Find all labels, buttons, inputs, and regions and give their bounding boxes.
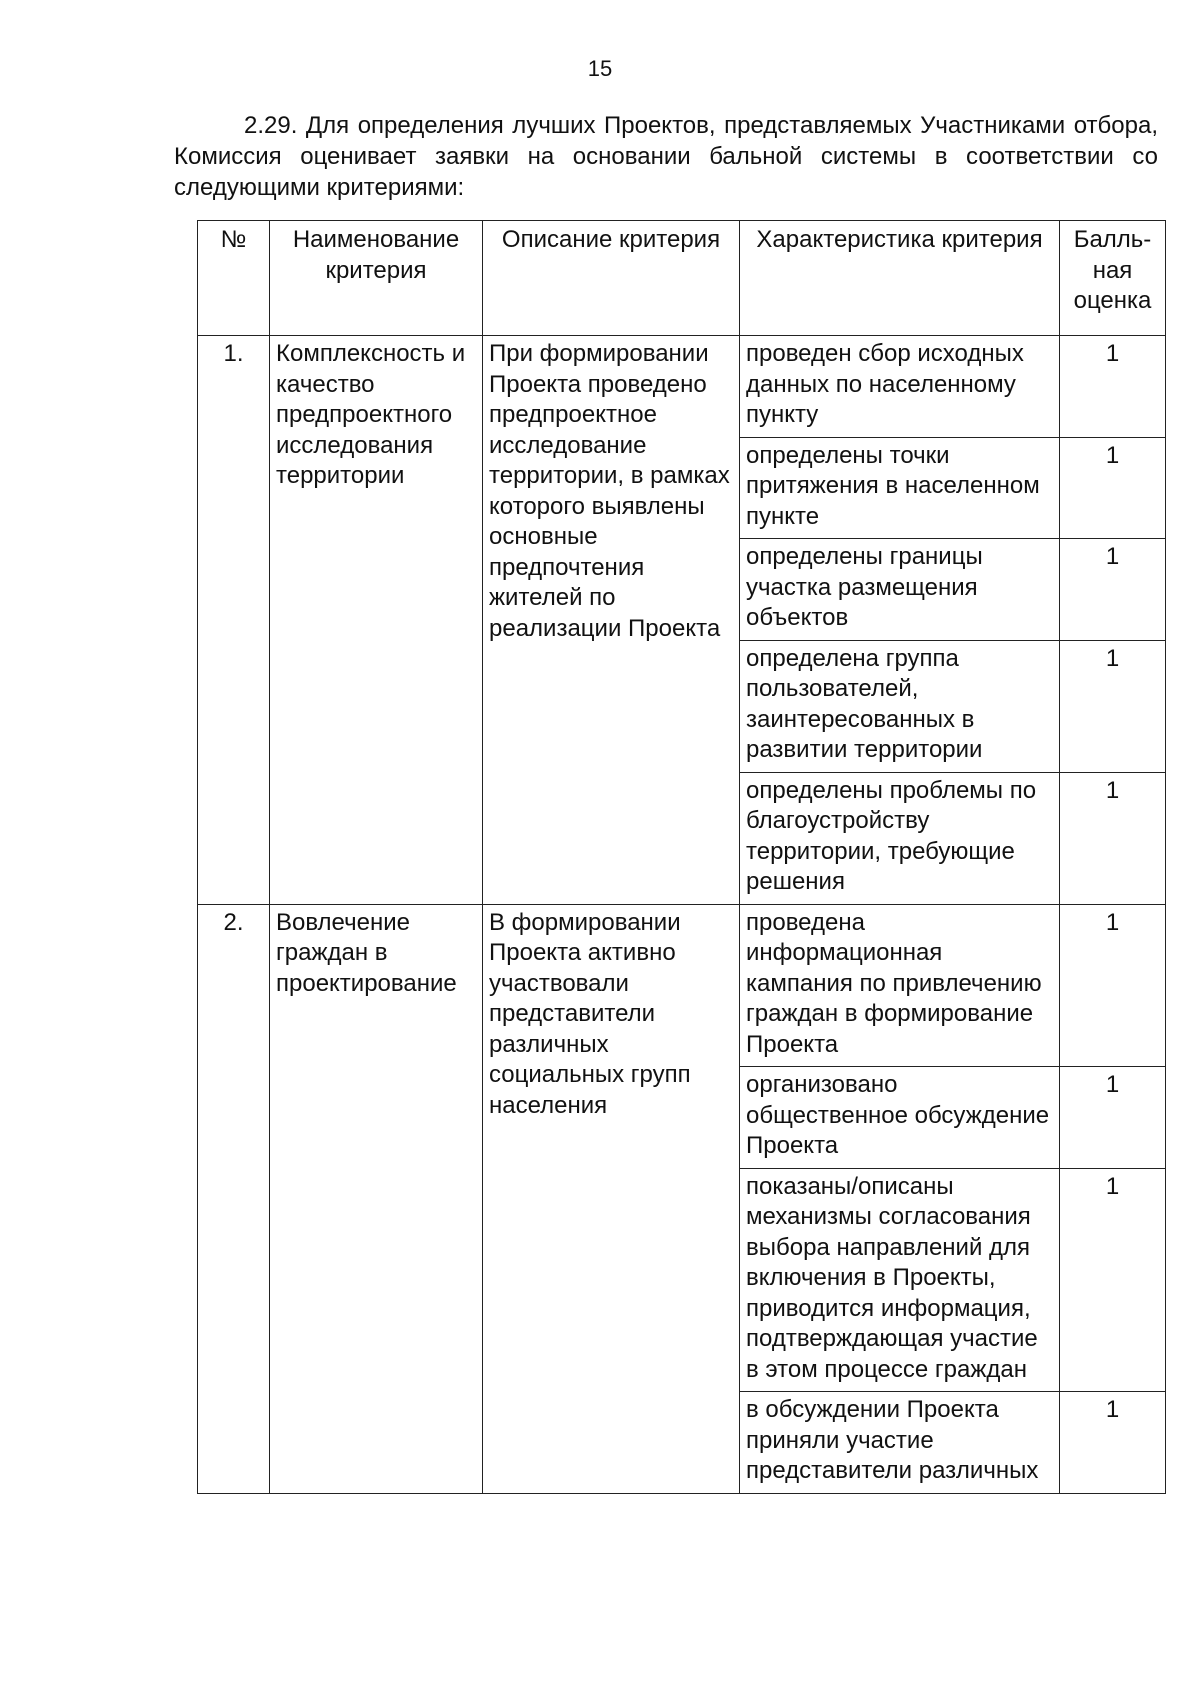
characteristic-text: определены точки притяжения в населенном пункте xyxy=(740,437,1060,539)
score-value: 1 xyxy=(1060,437,1166,539)
table-row xyxy=(198,336,1166,438)
criterion-description: При формировании Проекта проведено предпроектное исследование территории, в рамках которого выявлены основные предпочтения жителей по реализации Проекта xyxy=(483,336,740,905)
criterion-number: 1. xyxy=(198,336,270,905)
characteristic-text: определены границы участка размещения объектов xyxy=(740,539,1060,641)
characteristic-text: определены проблемы по благоустройству территории, требующие решения xyxy=(740,772,1060,904)
criterion-name: Комплексность и качество предпроектного исследования территории xyxy=(270,336,483,905)
intro-text: 2.29. Для определения лучших Проектов, представляемых Участниками отбора, Комиссия оценивает заявки на основании бальной системы в соответствии со следующими критериями: xyxy=(174,112,1158,201)
score-value: 1 xyxy=(1060,539,1166,641)
header-criterion-characteristic: Характеристика критерия xyxy=(740,221,1060,336)
characteristic-text: организовано общественное обсуждение Проекта xyxy=(740,1067,1060,1169)
score-value: 1 xyxy=(1060,1392,1166,1494)
page-number: 15 xyxy=(587,56,613,81)
characteristic-text: проведена информационная кампания по привлечению граждан в формирование Проекта xyxy=(740,904,1060,1067)
score-value: 1 xyxy=(1060,1168,1166,1392)
score-value: 1 xyxy=(1060,904,1166,1067)
criterion-description: В формировании Проекта активно участвовали представители различных социальных групп населения xyxy=(483,904,740,1493)
score-value: 1 xyxy=(1060,640,1166,772)
criterion-name: Вовлечение граждан в проектирование xyxy=(270,904,483,1493)
score-value: 1 xyxy=(1060,1067,1166,1169)
table-row xyxy=(198,904,1166,1067)
header-criterion-name: Наименование критерия xyxy=(270,221,483,336)
characteristic-text: определена группа пользователей, заинтересованных в развитии территории xyxy=(740,640,1060,772)
criteria-table xyxy=(197,220,1166,1494)
header-number: № xyxy=(198,221,270,336)
criterion-number: 2. xyxy=(198,904,270,1493)
characteristic-text: проведен сбор исходных данных по населенному пункту xyxy=(740,336,1060,438)
characteristic-text: показаны/описаны механизмы согласования выбора направлений для включения в Проекты, приводится информация, подтверждающая участие в этом процессе граждан xyxy=(740,1168,1060,1392)
table-header-row xyxy=(198,221,1166,336)
score-value: 1 xyxy=(1060,772,1166,904)
header-score: Балль-ная оценка xyxy=(1060,221,1166,336)
header-criterion-description: Описание критерия xyxy=(483,221,740,336)
intro-paragraph xyxy=(174,110,1158,203)
score-value: 1 xyxy=(1060,336,1166,438)
characteristic-text: в обсуждении Проекта приняли участие представители различных xyxy=(740,1392,1060,1494)
